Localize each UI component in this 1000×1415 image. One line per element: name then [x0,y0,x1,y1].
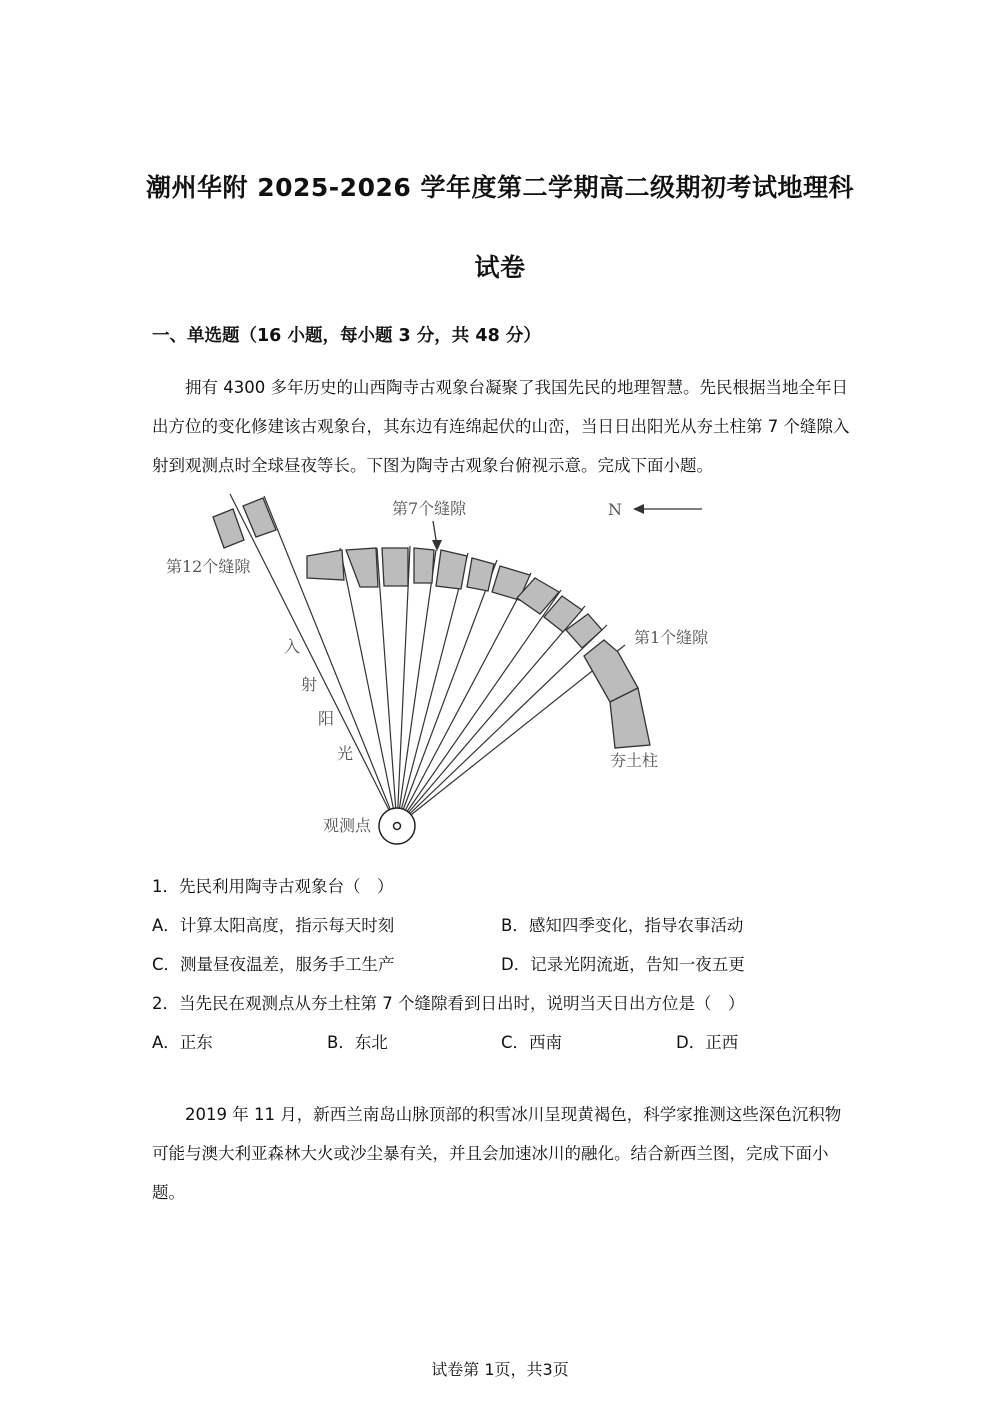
question-1-option-d: D．记录光阴流逝，告知一夜五更 [501,955,745,974]
passage-1: 拥有 4300 多年历史的山西陶寺古观象台凝聚了我国先民的地理智慧。先民根据当地全年日出方位的变化修建该古观象台，其东边有连绵起伏的山峦，当日日出阳光从夯土柱第 7 个缝隙入射到观测点时全球昼夜等长。下图为陶寺古观象台俯视示意。完成下面小题。 [152,378,850,475]
north-label: N [608,500,622,519]
exam-title-line2: 试卷 [474,253,526,282]
section-heading: 一、单选题（16 小题，每小题 3 分，共 48 分） [152,326,541,346]
sight-lines [230,494,625,826]
question-1-option-b: B．感知四季变化，指导农事活动 [501,916,744,935]
question-1-stem: 1．先民利用陶寺古观象台（ ） [152,877,394,896]
exam-title-line1: 潮州华附 2025-2026 学年度第二学期高二级期初考试地理科 [146,173,854,202]
ray-label-char: 阳 [318,709,335,728]
ray-label-char: 射 [301,675,318,694]
ray-label-char: 光 [337,744,354,763]
gap7-label: 第7个缝隙 [392,499,467,518]
pillar-label: 夯土柱 [610,751,659,770]
gap7-pointer [432,521,442,551]
north-arrow [608,500,702,519]
observe-label: 观测点 [323,816,372,835]
question-2-option-c: C．西南 [501,1033,563,1052]
question-1-option-a: A．计算太阳高度，指示每天时刻 [152,916,395,935]
question-2-option-d: D．正西 [676,1033,739,1052]
observatory-diagram [0,488,1000,858]
page-footer: 试卷第 1页，共3页 [431,1360,569,1379]
question-2-option-b: B．东北 [327,1033,388,1052]
gap1-label: 第1个缝隙 [634,628,709,647]
observation-point [379,808,415,844]
question-2-stem: 2．当先民在观测点从夯土柱第 7 个缝隙看到日出时，说明当天日出方位是（ ） [152,994,745,1013]
question-2-option-a: A．正东 [152,1033,213,1052]
ray-label-char: 入 [284,637,301,656]
gap12-label: 第12个缝隙 [166,557,251,576]
question-1-option-c: C．测量昼夜温差，服务手工生产 [152,955,395,974]
passage-2: 2019 年 11 月，新西兰南岛山脉顶部的积雪冰川呈现黄褐色，科学家推测这些深色沉积物可能与澳大利亚森林大火或沙尘暴有关，并且会加速冰川的融化。结合新西兰图，完成下面小题。 [152,1105,842,1202]
rammed-earth-pillars [213,498,650,748]
